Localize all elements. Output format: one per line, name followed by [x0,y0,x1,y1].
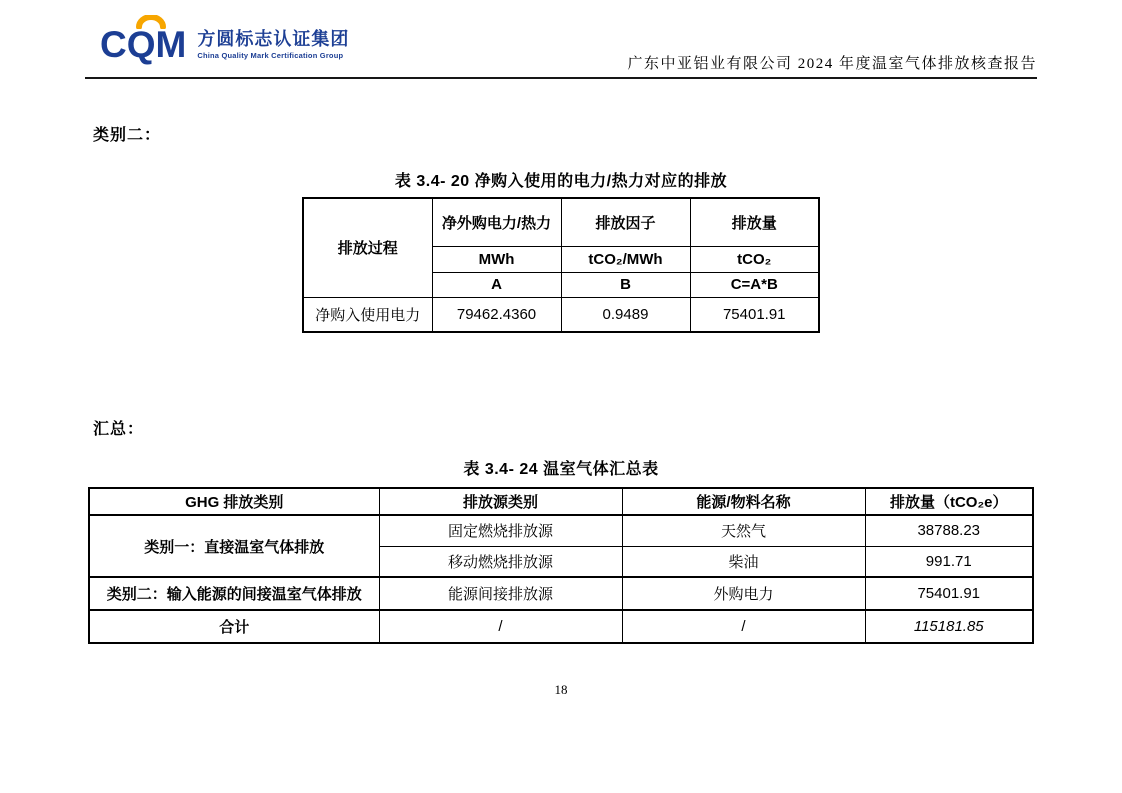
table2-title: 表 3.4- 24 温室气体汇总表 [463,461,659,478]
table2-header-amount: 排放量（tCO₂e） [865,488,1033,515]
table2-category2-label: 类别二：输入能源的间接温室气体排放 [89,577,379,610]
table1-code-c: C=A*B [690,272,819,297]
logo-names [197,29,349,61]
logo-name-en: China Quality Mark Certification Group [197,51,344,61]
table1-data-process: 净购入使用电力 [303,297,432,332]
report-title: 广东中亚铝业有限公司 2024 年度温室气体排放核查报告 [627,56,1037,72]
table2-row-indirect [89,577,1033,610]
table2-row-stationary [89,515,1033,546]
table1-header-process: 排放过程 [303,198,432,297]
table2-header-material: 能源/物料名称 [622,488,865,515]
table2-header-row [89,488,1033,515]
table2 [88,487,1034,644]
table2-cell-value: 75401.91 [865,577,1033,610]
table1-header-electricity: 净外购电力/热力 [432,198,561,246]
table1-data-electricity: 79462.4360 [432,297,561,332]
logo-arc-icon [136,15,166,29]
table2-cell-material: 天然气 [622,515,865,546]
table2-cell-value: 38788.23 [865,515,1033,546]
table1-code-a: A [432,272,561,297]
table2-header-source-type: 排放源类别 [379,488,622,515]
header-rule [85,77,1037,79]
table1-header-amount: 排放量 [690,198,819,246]
category2-label: 类别二： [93,127,162,144]
cqm-logo-acronym: CQM [100,24,187,65]
table1-header-factor: 排放因子 [561,198,690,246]
table2-total-material: / [622,610,865,643]
table2-total-value: 115181.85 [865,610,1033,643]
table1-data-amount: 75401.91 [690,297,819,332]
table1-unit-electricity: MWh [432,246,561,272]
summary-label: 汇总： [93,421,145,438]
table1-code-b: B [561,272,690,297]
table2-cell-source: 移动燃烧排放源 [379,546,622,577]
table1 [302,197,820,333]
table1-unit-factor: tCO₂/MWh [561,246,690,272]
table2-header-ghg-category: GHG 排放类别 [89,488,379,515]
table2-cell-material: 外购电力 [622,577,865,610]
logo-name-cn: 方圆标志认证集团 [197,28,350,49]
table2-cell-source: 能源间接排放源 [379,577,622,610]
table1-data-factor: 0.9489 [561,297,690,332]
cqm-logo [100,26,349,63]
page-number: 18 [554,682,568,697]
table1-unit-amount: tCO₂ [690,246,819,272]
table2-category1-label: 类别一：直接温室气体排放 [89,515,379,577]
table1-header-row [303,198,819,246]
table2-total-source: / [379,610,622,643]
table2-total-label: 合计 [89,610,379,643]
table2-cell-value: 991.71 [865,546,1033,577]
table2-cell-material: 柴油 [622,546,865,577]
table1-data-row [303,297,819,332]
table2-row-total [89,610,1033,643]
table1-title: 表 3.4- 20 净购入使用的电力/热力对应的排放 [394,173,728,190]
table2-cell-source: 固定燃烧排放源 [379,515,622,546]
